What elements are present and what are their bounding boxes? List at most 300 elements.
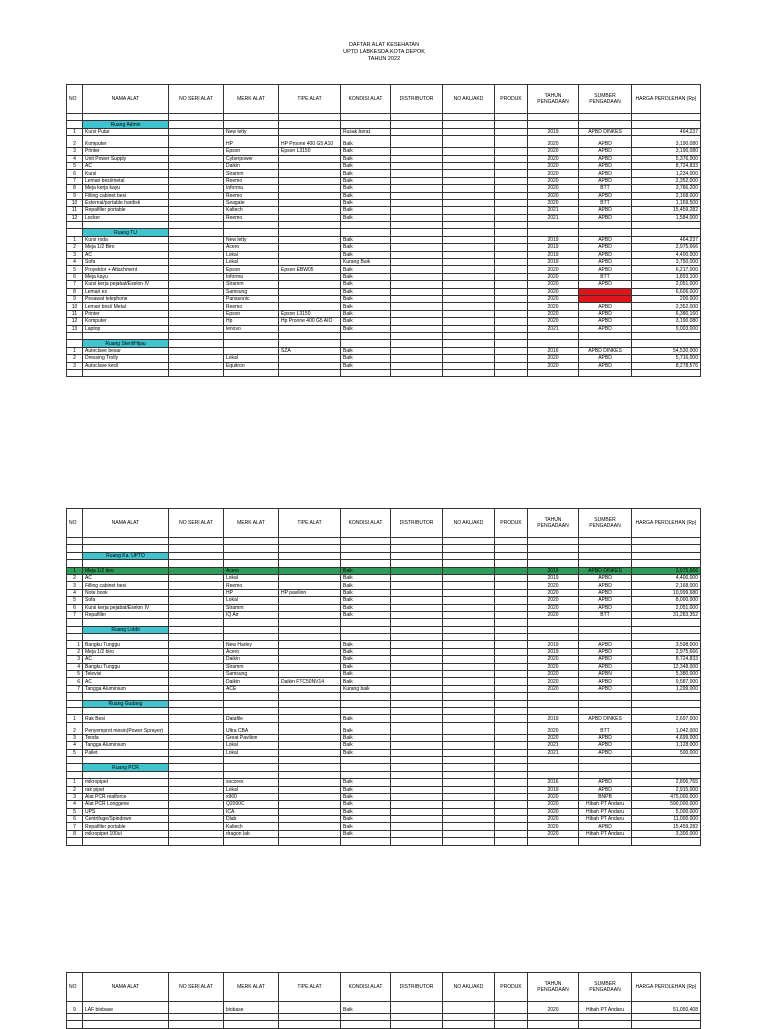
table-cell: 1,042,000 (632, 722, 701, 734)
table-cell: Repafiller portable (83, 207, 169, 214)
empty-cell (495, 619, 528, 626)
table-cell: Autoclave besar (83, 347, 169, 354)
table-row (67, 816, 701, 823)
doc-subtitle: UPTD LABKESDA KOTA DEPOK (343, 49, 425, 55)
table-cell (495, 808, 528, 815)
table-row (67, 177, 701, 184)
empty-cell (83, 1021, 169, 1028)
table-cell (495, 128, 528, 135)
table-cell: ACE (224, 685, 279, 692)
table-cell (495, 801, 528, 808)
table-cell (495, 604, 528, 611)
column-header: TIPE ALAT (279, 973, 341, 1002)
table-cell (279, 722, 341, 734)
table-cell (391, 355, 443, 362)
table-cell: Reemo (224, 192, 279, 199)
table-cell: Stramm (224, 663, 279, 670)
table-cell: ICA (224, 808, 279, 815)
empty-cell (495, 114, 528, 121)
table-cell (443, 207, 495, 214)
table-cell: Baik (341, 823, 391, 830)
table-cell: Baik (341, 295, 391, 302)
table-cell: 8 (67, 288, 83, 295)
empty-cell (341, 121, 391, 128)
table-cell: 3,598,000 (632, 641, 701, 648)
empty-cell (67, 340, 83, 347)
table-cell: Unit Power Supply (83, 155, 169, 162)
empty-cell (443, 560, 495, 567)
table-cell (169, 155, 224, 162)
table-cell (391, 589, 443, 596)
table-cell: 1,893,100 (632, 273, 701, 280)
empty-cell (443, 771, 495, 778)
table-cell: AC (83, 574, 169, 581)
table-cell: 2019 (528, 259, 579, 266)
table-cell (169, 148, 224, 155)
table-cell: Baik (341, 734, 391, 741)
table-cell: 2021 (528, 325, 579, 332)
table-cell (443, 244, 495, 251)
table-cell: 2020 (528, 597, 579, 604)
table-cell: 2021 (528, 749, 579, 756)
empty-cell (443, 1021, 495, 1028)
empty-cell (279, 222, 341, 229)
table-cell (391, 604, 443, 611)
table-cell (443, 656, 495, 663)
table-cell: 2020 (528, 303, 579, 310)
table-cell (169, 567, 224, 574)
table-cell (279, 582, 341, 589)
table-cell (495, 656, 528, 663)
empty-cell (443, 332, 495, 339)
table-cell: 2021 (528, 742, 579, 749)
table-cell (495, 155, 528, 162)
table-cell: BTT (579, 185, 632, 192)
blank-row (67, 707, 701, 714)
table-cell (443, 734, 495, 741)
table-cell (495, 1002, 528, 1014)
table-cell (391, 236, 443, 243)
table-row (67, 310, 701, 317)
table-cell: 2,915,000 (632, 786, 701, 793)
table-cell (169, 749, 224, 756)
empty-cell (495, 340, 528, 347)
table-cell (443, 671, 495, 678)
header-row (67, 509, 701, 538)
table-cell (169, 207, 224, 214)
table-cell: Baik (341, 801, 391, 808)
table-cell: HP (224, 589, 279, 596)
table-cell: 2,352,000 (632, 303, 701, 310)
inventory-table-page3 (66, 972, 701, 1029)
table-cell: 7 (67, 685, 83, 692)
table-cell (443, 597, 495, 604)
table-cell (169, 715, 224, 722)
table-row (67, 295, 701, 302)
table-cell (495, 597, 528, 604)
empty-cell (224, 626, 279, 633)
table-cell: Baik (341, 779, 391, 786)
table-cell: Tangga Aluminium (83, 685, 169, 692)
table-cell (495, 648, 528, 655)
table-cell: Baik (341, 266, 391, 273)
table-cell: Baik (341, 678, 391, 685)
section-label: Ruang PCR (83, 764, 169, 771)
table-cell (279, 303, 341, 310)
empty-cell (391, 771, 443, 778)
table-cell (443, 362, 495, 369)
table-cell: 11 (67, 310, 83, 317)
table-cell: 2020 (528, 199, 579, 206)
table-cell (279, 742, 341, 749)
empty-cell (224, 693, 279, 700)
table-cell: Lokal (224, 597, 279, 604)
table-cell: UPS (83, 808, 169, 815)
table-cell: Meja 1/2 biro (83, 648, 169, 655)
table-cell: 2 (67, 136, 83, 148)
table-cell (391, 214, 443, 221)
table-cell: 2020 (528, 136, 579, 148)
empty-cell (279, 560, 341, 567)
table-cell: 1 (67, 715, 83, 722)
table-cell: APBD DINKES (579, 128, 632, 135)
table-cell (391, 582, 443, 589)
table-cell: 9 (67, 192, 83, 199)
empty-cell (341, 552, 391, 559)
table-cell: 6 (67, 816, 83, 823)
table-cell: Baik (341, 310, 391, 317)
table-cell: Datafile (224, 715, 279, 722)
table-cell: 2020 (528, 362, 579, 369)
empty-cell (528, 538, 579, 545)
table-cell: Informa (224, 273, 279, 280)
empty-cell (391, 619, 443, 626)
empty-cell (67, 114, 83, 121)
empty-cell (632, 700, 701, 707)
table-cell (169, 177, 224, 184)
empty-cell (67, 838, 83, 845)
empty-cell (341, 545, 391, 552)
table-cell: mikropipet (83, 779, 169, 786)
table-cell: 2,051,000 (632, 604, 701, 611)
empty-cell (224, 114, 279, 121)
table-cell (169, 259, 224, 266)
table-cell: Baik (341, 671, 391, 678)
column-header: SUMBER PENGADAAN (579, 85, 632, 114)
table-row (67, 786, 701, 793)
table-cell: 11,000,000 (632, 816, 701, 823)
table-cell: 2019 (528, 574, 579, 581)
table-cell: 2020 (528, 656, 579, 663)
table-cell (495, 663, 528, 670)
table-cell (279, 162, 341, 169)
empty-cell (391, 229, 443, 236)
column-header: DISTRIBUTOR (391, 973, 443, 1002)
table-cell: 2016 (528, 779, 579, 786)
empty-cell (443, 369, 495, 376)
table-cell (279, 355, 341, 362)
empty-cell (632, 619, 701, 626)
empty-cell (67, 229, 83, 236)
table-cell (391, 830, 443, 837)
table-cell: 2 (67, 355, 83, 362)
table-cell: Meja 1/2 biro (83, 567, 169, 574)
table-cell: 4 (67, 742, 83, 749)
empty-cell (495, 121, 528, 128)
column-header: NO AKL/AKD (443, 85, 495, 114)
table-cell: Baik (341, 185, 391, 192)
table-cell: Baik (341, 663, 391, 670)
empty-cell (67, 619, 83, 626)
table-cell: 2020 (528, 185, 579, 192)
empty-cell (169, 700, 224, 707)
column-header: KONDISI ALAT (341, 85, 391, 114)
table-cell: Reemo (224, 214, 279, 221)
table-cell (391, 641, 443, 648)
empty-cell (443, 764, 495, 771)
empty-cell (67, 700, 83, 707)
empty-cell (83, 369, 169, 376)
table-cell: 500,000 (632, 749, 701, 756)
table-cell: Hibah PT Andaru (579, 801, 632, 808)
table-cell (279, 786, 341, 793)
table-cell: Kursi kerja pejabat/Eselon IV (83, 281, 169, 288)
table-cell (169, 611, 224, 618)
empty-cell (443, 634, 495, 641)
table-cell: Baik (341, 288, 391, 295)
table-cell: Baik (341, 722, 391, 734)
table-cell: 2,697,000 (632, 715, 701, 722)
table-cell: Baik (341, 567, 391, 574)
table-cell: 7 (67, 611, 83, 618)
table-cell: Baik (341, 236, 391, 243)
table-row (67, 823, 701, 830)
table-cell: 2,975,666 (632, 567, 701, 574)
empty-cell (495, 700, 528, 707)
table-cell: 2020 (528, 170, 579, 177)
column-header: NAMA ALAT (83, 509, 169, 538)
table-cell: Baik (341, 162, 391, 169)
table-cell: Sofa (83, 597, 169, 604)
empty-cell (632, 545, 701, 552)
table-cell (495, 779, 528, 786)
table-cell: 5,000,000 (632, 808, 701, 815)
table-cell: 2020 (528, 295, 579, 302)
empty-cell (528, 1014, 579, 1021)
table-cell: 3 (67, 148, 83, 155)
table-cell (279, 325, 341, 332)
table-cell (495, 611, 528, 618)
table-cell: 2021 (528, 214, 579, 221)
table-cell: BTT (579, 273, 632, 280)
empty-cell (579, 1021, 632, 1028)
empty-cell (341, 626, 391, 633)
table-cell: Repafiller portable (83, 823, 169, 830)
blank-row (67, 1014, 701, 1021)
column-header: MERK ALAT (224, 973, 279, 1002)
blank-row (67, 634, 701, 641)
empty-cell (528, 764, 579, 771)
table-cell: 5 (67, 162, 83, 169)
table-cell: APBD (579, 236, 632, 243)
table-cell (279, 734, 341, 741)
table-cell (169, 589, 224, 596)
table-cell: 1,169,500 (632, 199, 701, 206)
column-header: PRODUK (495, 973, 528, 1002)
table-cell: APBD (579, 742, 632, 749)
column-header: TIPE ALAT (279, 509, 341, 538)
empty-cell (83, 560, 169, 567)
empty-cell (579, 340, 632, 347)
empty-cell (224, 121, 279, 128)
table-cell (391, 303, 443, 310)
table-cell: External/portable hardisk (83, 199, 169, 206)
table-cell: 2016 (528, 347, 579, 354)
table-cell: Alat PCR realforce (83, 793, 169, 800)
empty-cell (579, 229, 632, 236)
table-cell: APBD (579, 604, 632, 611)
empty-cell (443, 707, 495, 714)
table-cell: dragon lab (224, 830, 279, 837)
empty-cell (443, 114, 495, 121)
empty-cell (169, 1014, 224, 1021)
empty-cell (391, 545, 443, 552)
table-cell (169, 355, 224, 362)
empty-cell (443, 538, 495, 545)
empty-cell (67, 538, 83, 545)
empty-cell (579, 114, 632, 121)
table-row (67, 574, 701, 581)
table-cell: 5 (67, 597, 83, 604)
table-cell: 5 (67, 749, 83, 756)
table-cell: Baik (341, 177, 391, 184)
table-cell: 200,000 (632, 295, 701, 302)
table-cell (169, 325, 224, 332)
empty-cell (224, 764, 279, 771)
table-cell: 1 (67, 779, 83, 786)
table-cell: APBD (579, 749, 632, 756)
table-cell (279, 244, 341, 251)
table-cell: 464,237 (632, 128, 701, 135)
table-cell (495, 310, 528, 317)
table-cell: 2020 (528, 808, 579, 815)
table-cell (279, 236, 341, 243)
empty-cell (67, 1021, 83, 1028)
empty-cell (83, 838, 169, 845)
blank-row (67, 756, 701, 763)
table-cell (279, 295, 341, 302)
table-cell: 4,400,000 (632, 251, 701, 258)
table-cell: Lokal (224, 742, 279, 749)
table-cell: 475,000,000 (632, 793, 701, 800)
table-cell (391, 170, 443, 177)
table-cell: Baik (341, 597, 391, 604)
table-cell: 2019 (528, 641, 579, 648)
table-cell (391, 259, 443, 266)
empty-cell (341, 693, 391, 700)
empty-cell (632, 707, 701, 714)
empty-cell (341, 700, 391, 707)
empty-cell (279, 771, 341, 778)
column-header: TIPE ALAT (279, 85, 341, 114)
table-cell: 4 (67, 589, 83, 596)
table-cell (279, 273, 341, 280)
table-cell: APBD (579, 656, 632, 663)
empty-cell (528, 121, 579, 128)
empty-cell (83, 1014, 169, 1021)
table-row (67, 199, 701, 206)
table-cell (391, 734, 443, 741)
empty-cell (341, 764, 391, 771)
table-cell: Meja 1/2 Biro (83, 244, 169, 251)
empty-cell (341, 560, 391, 567)
section-label: Ruang TU (83, 229, 169, 236)
table-row (67, 722, 701, 734)
empty-cell (495, 626, 528, 633)
table-cell (279, 830, 341, 837)
table-cell: Reemo (224, 303, 279, 310)
empty-cell (67, 332, 83, 339)
table-cell: Daikin (224, 678, 279, 685)
table-cell: Sofa (83, 259, 169, 266)
empty-cell (391, 626, 443, 633)
table-cell: Bangku Tunggu (83, 641, 169, 648)
table-cell (443, 801, 495, 808)
table-cell (279, 177, 341, 184)
table-cell: 6,217,000 (632, 266, 701, 273)
empty-cell (632, 340, 701, 347)
table-cell (169, 318, 224, 325)
table-cell: 10 (67, 199, 83, 206)
table-cell: 6 (67, 170, 83, 177)
table-cell: Baik (341, 362, 391, 369)
table-cell (169, 170, 224, 177)
table-cell: Kursi Putar (83, 128, 169, 135)
table-cell: x960 (224, 793, 279, 800)
empty-cell (579, 545, 632, 552)
blank-row (67, 332, 701, 339)
table-cell (495, 251, 528, 258)
empty-cell (528, 340, 579, 347)
table-cell: APBD (579, 823, 632, 830)
column-header: NO AKL/AKD (443, 509, 495, 538)
empty-cell (443, 222, 495, 229)
empty-cell (169, 619, 224, 626)
blank-row (67, 619, 701, 626)
empty-cell (224, 340, 279, 347)
table-cell (443, 715, 495, 722)
table-cell: Epson EBW05 (279, 266, 341, 273)
empty-cell (224, 1021, 279, 1028)
table-cell (443, 236, 495, 243)
table-cell (391, 671, 443, 678)
table-cell: Hibah PT Andaru (579, 816, 632, 823)
section-label: Ruang Admin (83, 121, 169, 128)
table-cell: Televisi (83, 671, 169, 678)
column-header: TAHUN PENGADAAN (528, 973, 579, 1002)
table-cell: 2019 (528, 236, 579, 243)
column-header: NO AKL/AKD (443, 973, 495, 1002)
empty-cell (169, 222, 224, 229)
table-cell: 1 (67, 347, 83, 354)
table-cell: HP pavilion (279, 589, 341, 596)
table-cell: 4 (67, 663, 83, 670)
table-cell (495, 185, 528, 192)
blank-row (67, 771, 701, 778)
empty-cell (341, 634, 391, 641)
empty-cell (169, 121, 224, 128)
column-header: HARGA PEROLEHAN (Rp) (632, 85, 701, 114)
